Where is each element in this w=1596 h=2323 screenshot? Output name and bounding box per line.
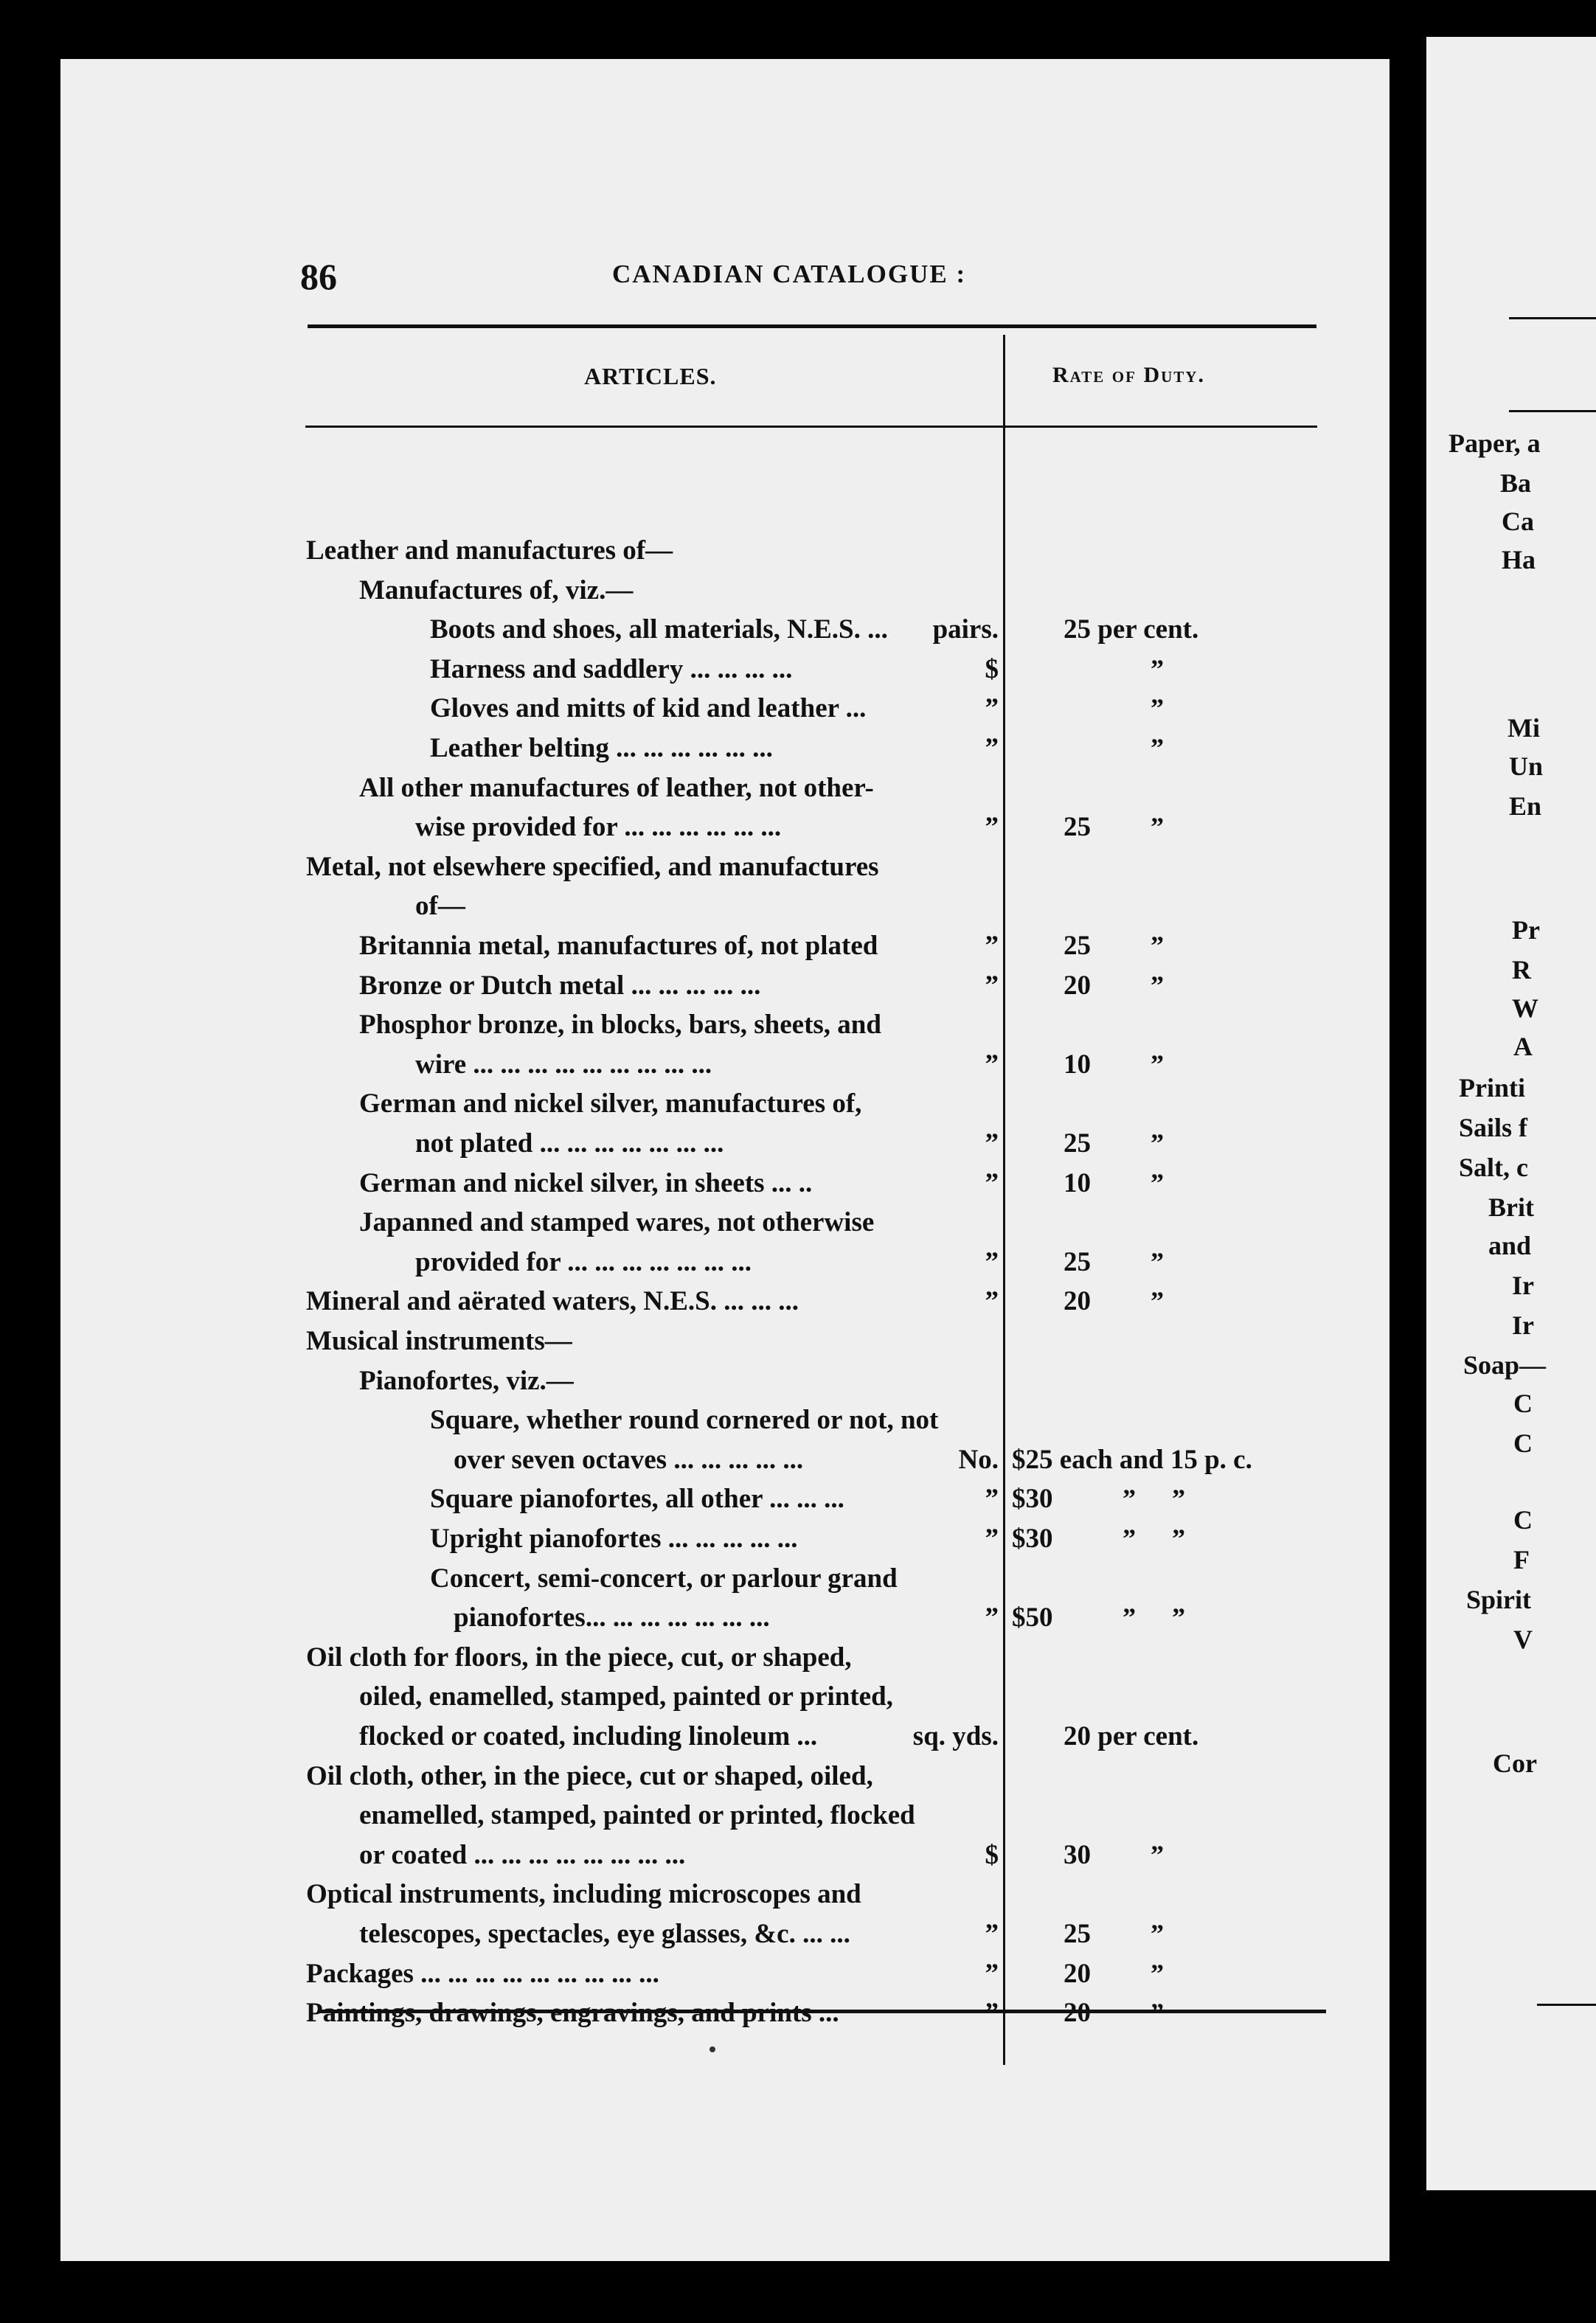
table-row — [306, 1128, 999, 1164]
table-row — [306, 1483, 999, 1520]
rate-value: 30 — [1064, 1839, 1091, 1870]
article-text: or coated ... ... ... ... ... ... ... ... — [359, 1839, 686, 1870]
ditto-mark: ” ” — [1123, 1524, 1185, 1553]
facing-text-fragment: Cor — [1493, 1749, 1537, 1778]
table-row — [306, 1878, 999, 1915]
ditto-mark: ” — [1151, 1958, 1164, 1988]
ditto-mark: ” — [1151, 1049, 1164, 1079]
table-row — [306, 1523, 999, 1560]
rate-value: 25 — [1064, 931, 1091, 961]
table-row — [306, 1009, 999, 1046]
article-text: Optical instruments, including microscopes and — [306, 1879, 861, 1910]
article-text: wire ... ... ... ... ... ... ... ... ... — [415, 1049, 712, 1080]
unit-text: pairs. — [932, 614, 999, 645]
rate-value: $30 — [1012, 1524, 1053, 1554]
table-top-rule — [308, 324, 1316, 328]
facing-text-fragment: Soap— — [1463, 1350, 1547, 1380]
rate-value: 20 — [1064, 970, 1091, 1001]
rate-value: 20 per cent. — [1064, 1721, 1199, 1751]
table-row — [306, 1563, 999, 1600]
facing-text-fragment: Printi — [1459, 1073, 1525, 1103]
ditto-mark: ” — [1151, 1128, 1164, 1158]
facing-top-rule — [1509, 317, 1596, 319]
facing-text-fragment: V — [1513, 1625, 1533, 1654]
unit-text: ” — [985, 1167, 999, 1198]
article-text: Gloves and mitts of kid and leather ... — [430, 693, 867, 724]
facing-header-rule — [1509, 410, 1596, 412]
facing-text-fragment: Ir — [1512, 1271, 1534, 1300]
facing-text-fragment: Ba — [1500, 468, 1532, 498]
facing-text-fragment: C — [1513, 1389, 1533, 1418]
rate-value: 25 — [1064, 812, 1091, 843]
table-row — [306, 1839, 999, 1876]
table-row — [306, 851, 999, 888]
rate-value: 10 — [1064, 1167, 1091, 1198]
article-text: Mineral and aërated waters, N.E.S. ... ... ... — [306, 1286, 799, 1317]
table-row — [306, 1088, 999, 1125]
ditto-mark: ” — [1151, 1998, 1164, 2028]
article-text: Leather and manufactures of— — [306, 535, 673, 566]
unit-text: ” — [985, 1998, 999, 2029]
article-text: Pianofortes, viz.— — [359, 1365, 574, 1396]
ditto-mark: ” — [1151, 733, 1164, 763]
ditto-mark: ” ” — [1123, 1484, 1185, 1514]
article-text: Manufactures of, viz.— — [359, 574, 634, 605]
facing-text-fragment: Paper, a — [1448, 428, 1541, 458]
facing-text-fragment: C — [1513, 1505, 1533, 1535]
table-row — [306, 1325, 999, 1362]
article-text: Packages ... ... ... ... ... ... ... ... ... — [306, 1958, 659, 1989]
table-row — [306, 1799, 999, 1836]
table-row — [306, 772, 999, 809]
table-row — [306, 1642, 999, 1678]
rate-value: 25 — [1064, 1919, 1091, 1949]
table-row — [306, 930, 999, 967]
ditto-mark: ” — [1151, 1286, 1164, 1316]
article-text: Concert, semi-concert, or parlour grand — [430, 1563, 898, 1594]
ditto-mark: ” — [1151, 1839, 1164, 1869]
ditto-mark: ” — [1151, 931, 1164, 960]
table-row — [306, 1681, 999, 1718]
unit-text: ” — [985, 733, 999, 763]
article-text: Square, whether round cornered or not, not — [430, 1405, 939, 1436]
article-text: not plated ... ... ... ... ... ... ... — [415, 1128, 724, 1159]
article-text: Boots and shoes, all materials, N.E.S. ... — [430, 614, 888, 645]
facing-text-fragment: C — [1513, 1428, 1533, 1458]
article-text: flocked or coated, including linoleum ... — [359, 1721, 818, 1751]
article-text: Phosphor bronze, in blocks, bars, sheets, and — [359, 1010, 881, 1041]
table-row — [306, 574, 999, 611]
rate-value: 25 per cent. — [1064, 614, 1199, 645]
table-row — [306, 692, 999, 729]
table-row — [306, 1602, 999, 1639]
article-text: Upright pianofortes ... ... ... ... ... — [430, 1524, 798, 1554]
article-text: over seven octaves ... ... ... ... ... — [454, 1444, 804, 1475]
rate-value: $30 — [1012, 1484, 1053, 1515]
ditto-mark: ” — [1151, 693, 1164, 723]
rate-value: 20 — [1064, 1998, 1091, 2029]
article-text: Metal, not elsewhere specified, and manufactures — [306, 851, 879, 882]
facing-text-fragment: Mi — [1507, 713, 1540, 743]
facing-page-fragment — [1426, 37, 1596, 2190]
facing-text-fragment: Pr — [1512, 915, 1540, 945]
table-row — [306, 1720, 999, 1757]
rate-value: 20 — [1064, 1286, 1091, 1317]
table-row — [306, 811, 999, 848]
table-row — [306, 1760, 999, 1797]
articles-column-header: ARTICLES. — [584, 363, 717, 389]
table-row — [306, 1404, 999, 1441]
unit-text: sq. yds. — [912, 1721, 999, 1751]
article-text: Oil cloth for floors, in the piece, cut, or shaped, — [306, 1642, 852, 1673]
rate-value: $50 — [1012, 1603, 1053, 1633]
article-text: Oil cloth, other, in the piece, cut or shaped, oiled, — [306, 1760, 873, 1791]
facing-text-fragment: Sails f — [1459, 1113, 1528, 1142]
table-row — [306, 1997, 999, 2034]
table-row — [306, 535, 999, 572]
unit-text: ” — [985, 931, 999, 961]
article-text: Britannia metal, manufactures of, not plated — [359, 931, 878, 961]
article-text: Bronze or Dutch metal ... ... ... ... ... — [359, 970, 761, 1001]
unit-text: ” — [985, 1958, 999, 1989]
unit-text: ” — [985, 1128, 999, 1159]
facing-text-fragment: Ca — [1502, 507, 1534, 536]
table-row — [306, 1365, 999, 1402]
article-text: oiled, enamelled, stamped, painted or printed, — [359, 1681, 893, 1712]
unit-text: $ — [985, 653, 999, 684]
facing-bottom-rule — [1537, 2004, 1596, 2006]
table-row — [306, 1444, 999, 1481]
table-row — [306, 732, 999, 769]
article-text: pianofortes... ... ... ... ... ... ... — [454, 1603, 770, 1633]
ditto-mark: ” — [1151, 1919, 1164, 1948]
table-row — [306, 653, 999, 690]
table-row — [306, 970, 999, 1007]
header-bottom-rule — [305, 426, 1317, 428]
facing-text-fragment: Brit — [1488, 1192, 1534, 1222]
ink-speck — [709, 2046, 715, 2052]
rate-value: 20 — [1064, 1958, 1091, 1989]
table-row — [306, 1285, 999, 1322]
table-row — [306, 1246, 999, 1283]
article-text: All other manufactures of leather, not other- — [359, 772, 874, 803]
page-number: 86 — [300, 256, 337, 297]
unit-text: ” — [985, 812, 999, 843]
rate-value: 25 — [1064, 1128, 1091, 1159]
unit-text: ” — [985, 1049, 999, 1080]
table-row — [306, 614, 999, 650]
table-row — [306, 1206, 999, 1243]
rate-value: 25 — [1064, 1246, 1091, 1277]
facing-text-fragment: and — [1488, 1231, 1532, 1260]
ditto-mark: ” ” — [1123, 1603, 1185, 1633]
facing-text-fragment: Ir — [1512, 1310, 1534, 1340]
article-text: Leather belting ... ... ... ... ... ... — [430, 733, 773, 763]
article-text: German and nickel silver, manufactures of, — [359, 1088, 862, 1119]
facing-text-fragment: A — [1513, 1032, 1533, 1061]
rate-value: 10 — [1064, 1049, 1091, 1080]
unit-text: No. — [958, 1444, 999, 1475]
facing-text-fragment: Spirit — [1466, 1585, 1532, 1614]
article-text: telescopes, spectacles, eye glasses, &c. ... ... — [359, 1919, 850, 1949]
table-row — [306, 1167, 999, 1204]
article-text: provided for ... ... ... ... ... ... ... — [415, 1246, 752, 1277]
unit-text: ” — [985, 1603, 999, 1633]
rate-column-header: Rate of Duty. — [1052, 363, 1205, 387]
facing-text-fragment: Un — [1509, 751, 1544, 781]
facing-text-fragment: Ha — [1502, 545, 1536, 574]
facing-text-fragment: W — [1512, 993, 1538, 1023]
facing-text-fragment: En — [1509, 791, 1542, 821]
facing-text-fragment: Salt, c — [1459, 1153, 1528, 1182]
facing-text-fragment: F — [1513, 1545, 1530, 1574]
unit-text: $ — [985, 1839, 999, 1870]
article-text: of— — [415, 891, 465, 922]
article-text: Paintings, drawings, engravings, and prints ... — [306, 1998, 839, 2029]
unit-text: ” — [985, 693, 999, 724]
article-text: wise provided for ... ... ... ... ... ... — [415, 812, 782, 843]
article-text: Japanned and stamped wares, not otherwise — [359, 1207, 875, 1238]
article-text: Square pianofortes, all other ... ... ... — [430, 1484, 844, 1515]
table-row — [306, 890, 999, 927]
ditto-mark: ” — [1151, 812, 1164, 842]
column-divider — [1003, 335, 1005, 2065]
unit-text: ” — [985, 1286, 999, 1317]
table-row — [306, 1049, 999, 1086]
article-text: Harness and saddlery ... ... ... ... — [430, 653, 793, 684]
table-row — [306, 1958, 999, 1995]
unit-text: ” — [985, 970, 999, 1001]
ditto-mark: ” — [1151, 1167, 1164, 1198]
article-text: enamelled, stamped, painted or printed, flocked — [359, 1800, 915, 1831]
article-text: Musical instruments— — [306, 1326, 572, 1356]
facing-text-fragment: R — [1512, 955, 1531, 985]
rate-value: $25 each and 15 p. c. — [1012, 1444, 1252, 1475]
unit-text: ” — [985, 1919, 999, 1949]
unit-text: ” — [985, 1246, 999, 1277]
ditto-mark: ” — [1151, 970, 1164, 1000]
article-text: German and nickel silver, in sheets ... .. — [359, 1167, 813, 1198]
unit-text: ” — [985, 1524, 999, 1554]
running-head: CANADIAN CATALOGUE : — [612, 260, 967, 288]
ditto-mark: ” — [1151, 1246, 1164, 1277]
page-header — [60, 249, 1389, 297]
unit-text: ” — [985, 1484, 999, 1515]
ditto-mark: ” — [1151, 653, 1164, 684]
catalogue-page — [60, 59, 1389, 2261]
table-row — [306, 1918, 999, 1955]
